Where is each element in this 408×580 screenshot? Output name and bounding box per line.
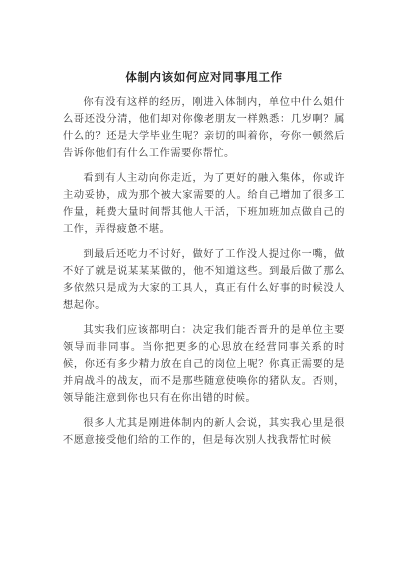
paragraph-5: 很多人尤其是刚进体制内的新人会说，其实我心里是很不愿意接受他们给的工作的，但是每次别人找我帮忙时候 [63, 418, 345, 446]
paragraph-4: 其实我们应该都明白：决定我们能否晋升的是单位主要领导而非同事。当你把更多的心思放在经营同事关系的时候，你还有多少精力放在自己的岗位上呢？你真正需要的是并肩战斗的战友，而不是那些随意使唤你的猪队友。否则，领导能注意到你也只有在你出错的时候。 [63, 325, 345, 404]
paragraph-3: 到最后还吃力不讨好，做好了工作没人提过你一嘴，做不好了就是说某某某做的，他不知道这些。到最后做了那么多依然只是成为大家的工具人，真正有什么好事的时候没人想起你。 [63, 249, 345, 311]
document-body [63, 94, 345, 457]
document-title: 体制内该如何应对同事甩工作 [125, 70, 283, 84]
paragraph-1: 你有没有这样的经历，刚进入体制内，单位中什么姐什么哥还没分清，他们却对你像老朋友一样熟悉：几岁啊？属什么的？还是大学毕业生呢？亲切的叫着你，夸你一顿然后告诉你他们有什么工作需要你帮忙。 [63, 97, 345, 159]
paragraph-2: 看到有人主动向你走近，为了更好的融入集体，你或许主动妥协，成为那个被大家需要的人。给自己增加了很多工作量，耗费大量时间帮其他人干活，下班加班加点做自己的工作，弄得疲惫不堪。 [63, 173, 345, 235]
